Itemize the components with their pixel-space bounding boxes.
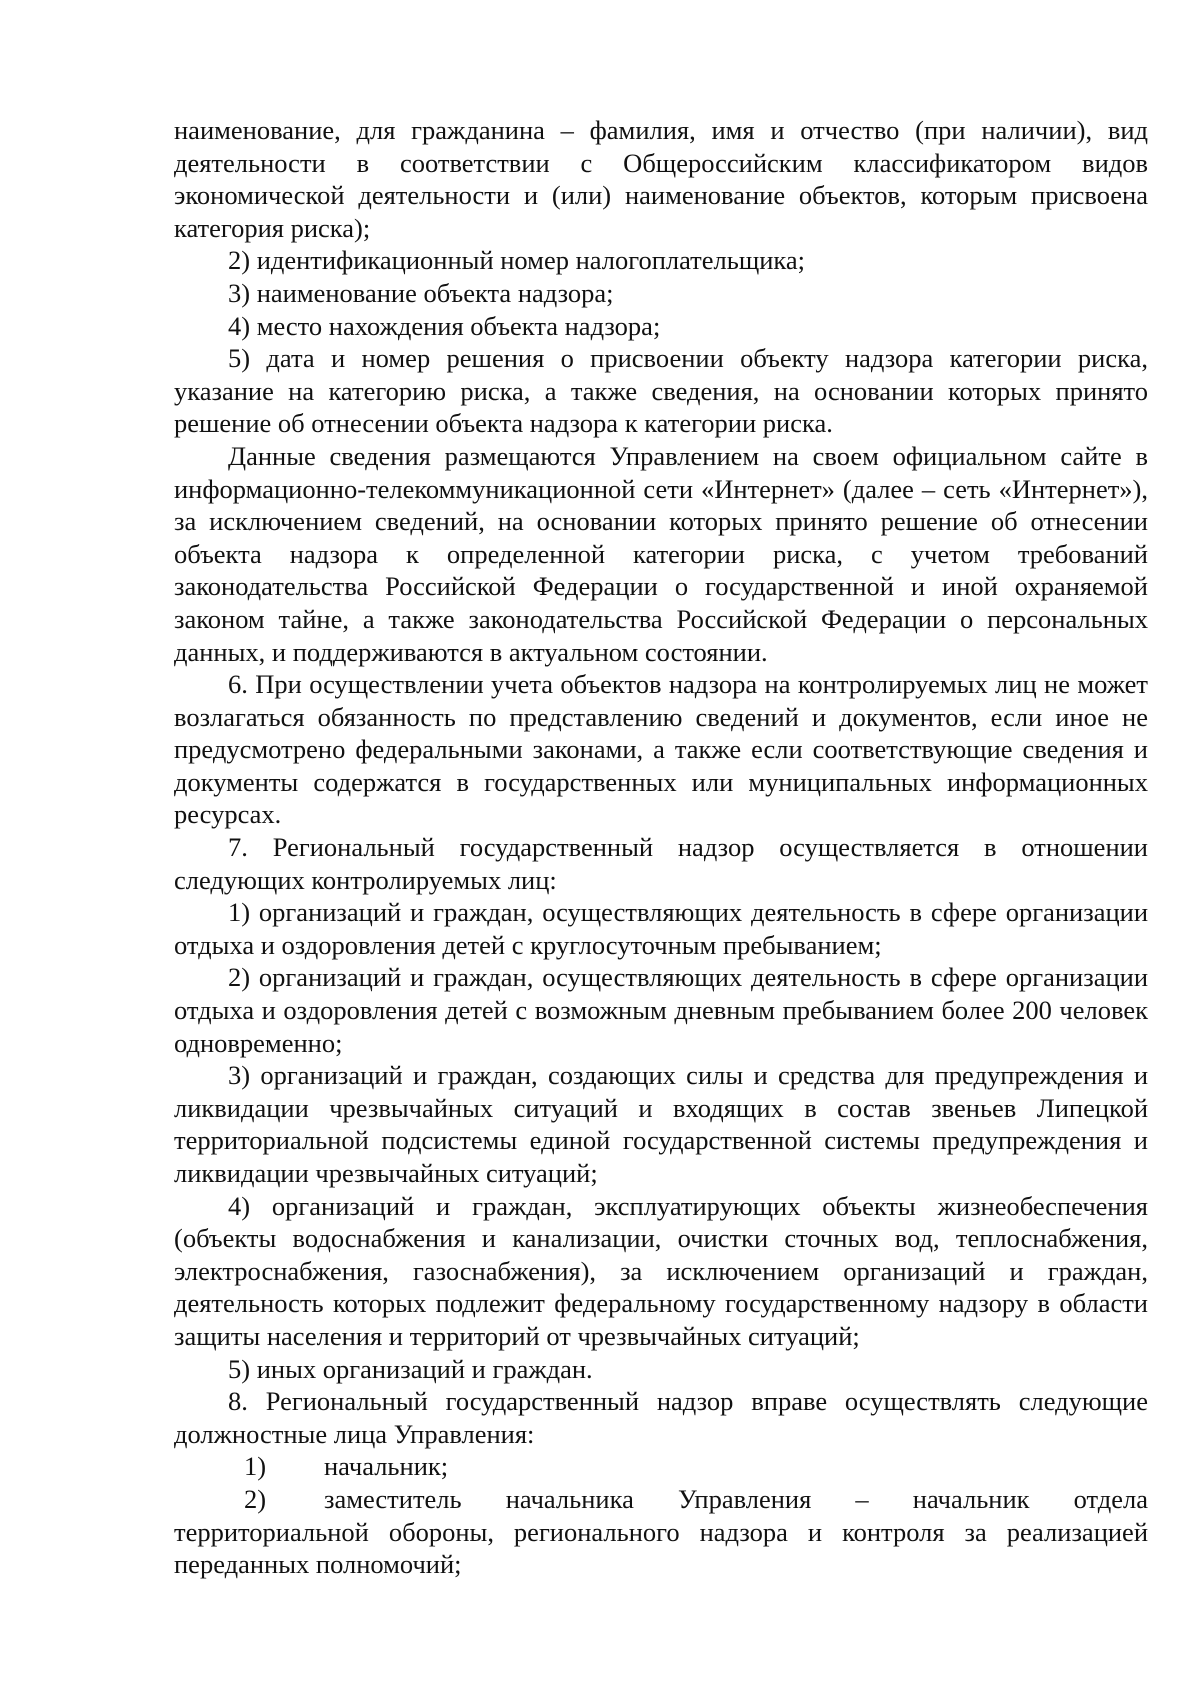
paragraph-item-2: 2) идентификационный номер налогоплательщика; [228,245,806,276]
paragraph-item-5: 5) дата и номер решения о присвоении объекту надзора категории риска, указание на категорию риска, а также сведения, на основании которых принято решение об отнесении объекта надзора к категории риска. [174,343,1148,439]
official-item-number: 2) [244,1483,267,1514]
paragraph-subject-3: 3) организаций и граждан, создающих силы и средства для предупреждения и ликвидации чрезвычайных ситуаций и входящих в состав звеньев Липецкой территориальной подсистемы единой государственной системы предупреждения и ликвидации чрезвычайных ситуаций; [174,1060,1148,1188]
paragraph-clause-6: 6. При осуществлении учета объектов надзора на контролируемых лиц не может возлагаться обязанность по представлению сведений и документов, если иное не предусмотрено федеральными законами, а также если соответствующие сведения и документы содержатся в государственных или муниципальных информационных ресурсах. [174,669,1148,830]
paragraph-subject-5: 5) иных организаций и граждан. [228,1353,593,1384]
paragraph-subject-1: 1) организаций и граждан, осуществляющих деятельность в сфере организации отдыха и оздоровления детей с круглосуточным пребыванием; [174,897,1148,960]
paragraph-clause-8: 8. Региональный государственный надзор вправе осуществлять следующие должностные лица Управления: [174,1386,1148,1449]
official-item-text: начальник; [324,1451,449,1482]
official-item-text: заместитель начальника Управления – начальник отдела [324,1483,1148,1514]
paragraph-subject-2: 2) организаций и граждан, осуществляющих деятельность в сфере организации отдыха и оздоровления детей с возможным дневным пребыванием более 200 человек одновременно; [174,962,1148,1058]
paragraph-publication: Данные сведения размещаются Управлением на своем официальном сайте в информационно-телекоммуникационной сети «Интернет» (далее – сеть «Интернет»), за исключением сведений, на основании которых принято решение об отнесении объекта надзора к определенной категории риска, с учетом требований законодательства Российской Федерации о государственной и иной охраняемой законом тайне, а также законодательства Российской Федерации о персональных данных, и поддерживаются в актуальном состоянии. [174,440,1148,667]
paragraph-clause-7: 7. Региональный государственный надзор осуществляется в отношении следующих контролируемых лиц: [174,832,1148,895]
official-item-2 [174,1483,1148,1581]
document-page [174,114,1148,1581]
paragraph-subject-4: 4) организаций и граждан, эксплуатирующих объекты жизнеобеспечения (объекты водоснабжения и канализации, очистки сточных вод, теплоснабжения, электроснабжения, газоснабжения), за исключением организаций и граждан, деятельность которых подлежит федеральному государственному надзору в области защиты населения и территорий от чрезвычайных ситуаций; [174,1190,1148,1351]
paragraph-item-3: 3) наименование объекта надзора; [228,277,614,308]
official-item-continuation: территориальной обороны, регионального надзора и контроля за реализацией переданных полномочий; [174,1516,1148,1580]
official-item-number: 1) [244,1451,267,1482]
paragraph-item-4: 4) место нахождения объекта надзора; [228,310,661,341]
official-item-1 [174,1450,1148,1483]
paragraph-continuation: наименование, для гражданина – фамилия, имя и отчество (при наличии), вид деятельности в соответствии с Общероссийским классификатором видов экономической деятельности и (или) наименование объектов, которым присвоена категория риска); [174,115,1148,243]
